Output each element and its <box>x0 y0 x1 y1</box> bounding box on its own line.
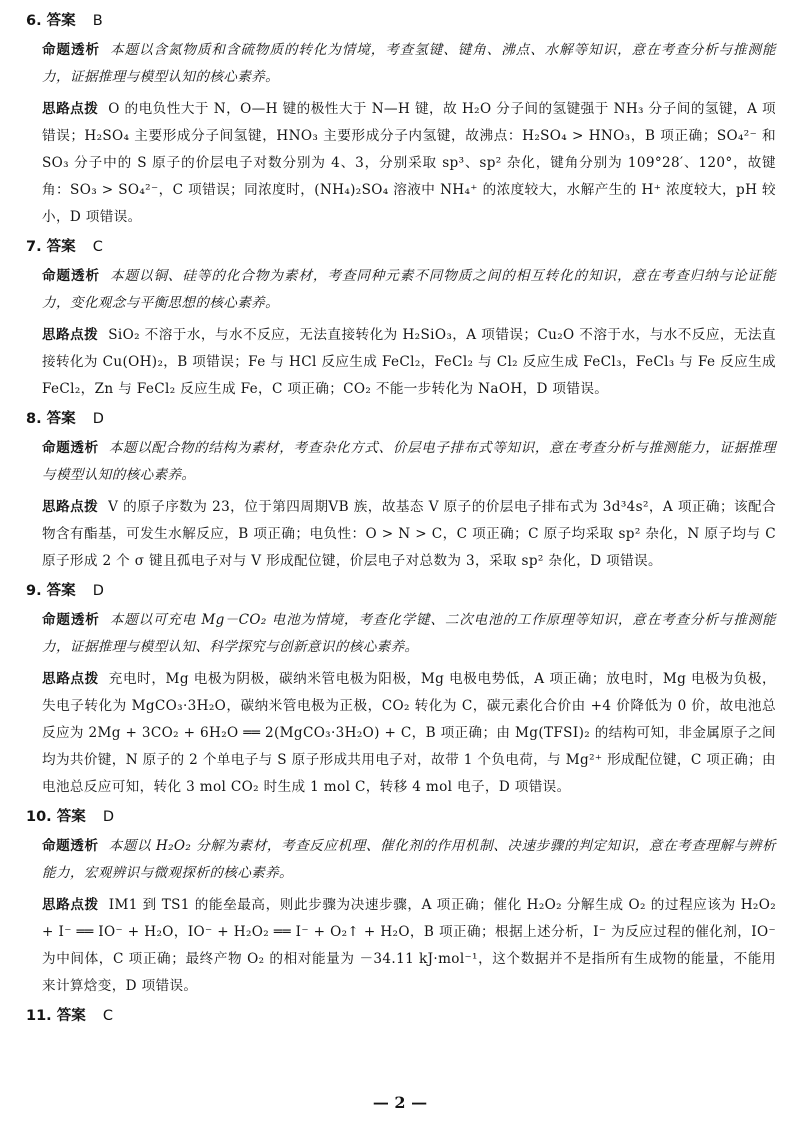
question-10 <box>26 806 776 1000</box>
analysis-paragraph <box>42 263 776 317</box>
answer-line <box>26 580 776 602</box>
answer-line <box>26 236 776 258</box>
answer-choice: C <box>92 239 103 255</box>
solution-text: V 的原子序数为 23，位于第四周期ⅤB 族，故基态 V 原子的价层电子排布式为 3d³4s²，A 项正确；该配合物含有酯基，可发生水解反应，B 项正确；电负性：O > N > C，C 项正确；C 原子均采取 sp² 杂化，N 原子均与 C 原子形成 2 个 σ 键且孤电子对与 V 形成配位键，价层电子对总数为 3，采取 sp² 杂化，D 项错误。 <box>42 499 777 569</box>
analysis-text: 本题以配合物的结构为素材，考查杂化方式、价层电子排布式等知识，意在考查分析与推测能力，证据推理与模型认知的核心素养。 <box>42 440 776 483</box>
analysis-label: 命题透析 <box>42 268 100 284</box>
solution-paragraph <box>42 666 776 801</box>
analysis-label: 命题透析 <box>42 42 100 58</box>
solution-paragraph <box>42 494 776 575</box>
question-8 <box>26 408 776 575</box>
analysis-text: 本题以 H₂O₂ 分解为素材，考查反应机理、催化剂的作用机制、决速步骤的判定知识，意在考查理解与辨析能力，宏观辨识与微观探析的核心素养。 <box>42 838 776 881</box>
answer-line <box>26 806 776 828</box>
answer-line <box>26 1005 776 1027</box>
analysis-text: 本题以含氮物质和含硫物质的转化为情境，考查氢键、键角、沸点、水解等知识，意在考查分析与推测能力，证据推理与模型认知的核心素养。 <box>42 42 776 85</box>
answer-line <box>26 408 776 430</box>
analysis-paragraph <box>42 607 776 661</box>
analysis-text: 本题以铜、硅等的化合物为素材，考查同种元素不同物质之间的相互转化的知识，意在考查归纳与论证能力，变化观念与平衡思想的核心素养。 <box>42 268 776 311</box>
analysis-label: 命题透析 <box>42 440 99 456</box>
solution-text: SiO₂ 不溶于水，与水不反应，无法直接转化为 H₂SiO₃，A 项错误；Cu₂O 不溶于水，与水不反应，无法直接转化为 Cu(OH)₂，B 项错误；Fe 与 HCl 反应生成 FeCl₂，FeCl₂ 与 Cl₂ 反应生成 FeCl₃，FeCl₃ 与 Fe 反应生成 FeCl₂，Zn 与 FeCl₂ 反应生成 Fe，C 项正确；CO₂ 不能一步转化为 NaOH，D 项错误。 <box>42 327 776 397</box>
answer-page <box>26 10 776 1032</box>
question-7 <box>26 236 776 403</box>
answer-choice: D <box>102 809 114 825</box>
analysis-paragraph <box>42 833 776 887</box>
answer-label: 答案 <box>56 1008 86 1024</box>
question-number: 8. <box>26 411 42 427</box>
answer-choice: D <box>92 411 104 427</box>
question-11 <box>26 1005 776 1027</box>
question-number: 6. <box>26 13 42 29</box>
solution-label: 思路点拨 <box>42 897 99 913</box>
solution-label: 思路点拨 <box>42 671 99 687</box>
answer-choice: C <box>102 1008 113 1024</box>
solution-paragraph <box>42 892 776 1000</box>
answer-choice: B <box>92 13 103 29</box>
question-9 <box>26 580 776 801</box>
answer-choice: D <box>92 583 104 599</box>
analysis-paragraph <box>42 435 776 489</box>
solution-label: 思路点拨 <box>42 101 99 117</box>
analysis-paragraph <box>42 37 776 91</box>
answer-label: 答案 <box>46 411 76 427</box>
page-number: — 2 — <box>372 1093 428 1112</box>
analysis-label: 命题透析 <box>42 838 99 854</box>
answer-label: 答案 <box>46 13 76 29</box>
analysis-text: 本题以可充电 Mg－CO₂ 电池为情境，考查化学键、二次电池的工作原理等知识，意在考查分析与推测能力，证据推理与模型认知、科学探究与创新意识的核心素养。 <box>42 612 777 655</box>
answer-label: 答案 <box>56 809 86 825</box>
solution-label: 思路点拨 <box>42 327 99 343</box>
solution-paragraph <box>42 322 776 403</box>
answer-label: 答案 <box>46 239 76 255</box>
question-6 <box>26 10 776 231</box>
question-number: 7. <box>26 239 42 255</box>
question-number: 9. <box>26 583 42 599</box>
answer-label: 答案 <box>46 583 76 599</box>
solution-paragraph <box>42 96 776 231</box>
solution-text: O 的电负性大于 N，O—H 键的极性大于 N—H 键，故 H₂O 分子间的氢键强于 NH₃ 分子间的氢键，A 项错误；H₂SO₄ 主要形成分子间氢键，HNO₃ 主要形成分子内氢键，故沸点：H₂SO₄ > HNO₃，B 项正确；SO₄²⁻ 和 SO₃ 分子中的 S 原子的价层电子对数分别为 4、3，分别采取 sp³、sp² 杂化，键角分别为 109°28′、120°，故键角：SO₃ > SO₄²⁻，C 项错误；同浓度时，(NH₄)₂SO₄ 溶液中 NH₄⁺ 的浓度较大，水解产生的 H⁺ 浓度较大，pH 较小，D 项错误。 <box>42 101 776 225</box>
question-number: 11. <box>26 1008 52 1024</box>
analysis-label: 命题透析 <box>42 612 100 628</box>
answer-line <box>26 10 776 32</box>
solution-text: 充电时，Mg 电极为阴极，碳纳米管电极为阳极，Mg 电极电势低，A 项正确；放电时，Mg 电极为负极，失电子转化为 MgCO₃·3H₂O，碳纳米管电极为正极，CO₂ 转化为 C，碳元素化合价由 +4 价降低为 0 价，故电池总反应为 2Mg + 3CO₂ + 6H₂O ══ 2(MgCO₃·3H₂O) + C，B 项正确；由 Mg(TFSI)₂ 的结构可知，非金属原子之间均为共价键，N 原子的 2 个单电子与 S 原子形成共用电子对，故带 1 个负电荷，与 Mg²⁺ 形成配位键，C 项正确；由电池总反应可知，转化 3 mol CO₂ 时生成 1 mol C，转移 4 mol 电子，D 项错误。 <box>42 671 777 795</box>
solution-label: 思路点拨 <box>42 499 99 515</box>
question-number: 10. <box>26 809 52 825</box>
solution-text: IM1 到 TS1 的能垒最高，则此步骤为决速步骤，A 项正确；催化 H₂O₂ 分解生成 O₂ 的过程应该为 H₂O₂ + I⁻ ══ IO⁻ + H₂O，IO⁻ + H₂O₂ ══ I⁻ + O₂↑ + H₂O，B 项正确；根据上述分析，I⁻ 为反应过程的催化剂，IO⁻ 为中间体，C 项正确；最终产物 O₂ 的相对能量为 －34.11 kJ·mol⁻¹，这个数据并不是指所有生成物的能量，不能用来计算焓变，D 项错误。 <box>42 897 776 994</box>
